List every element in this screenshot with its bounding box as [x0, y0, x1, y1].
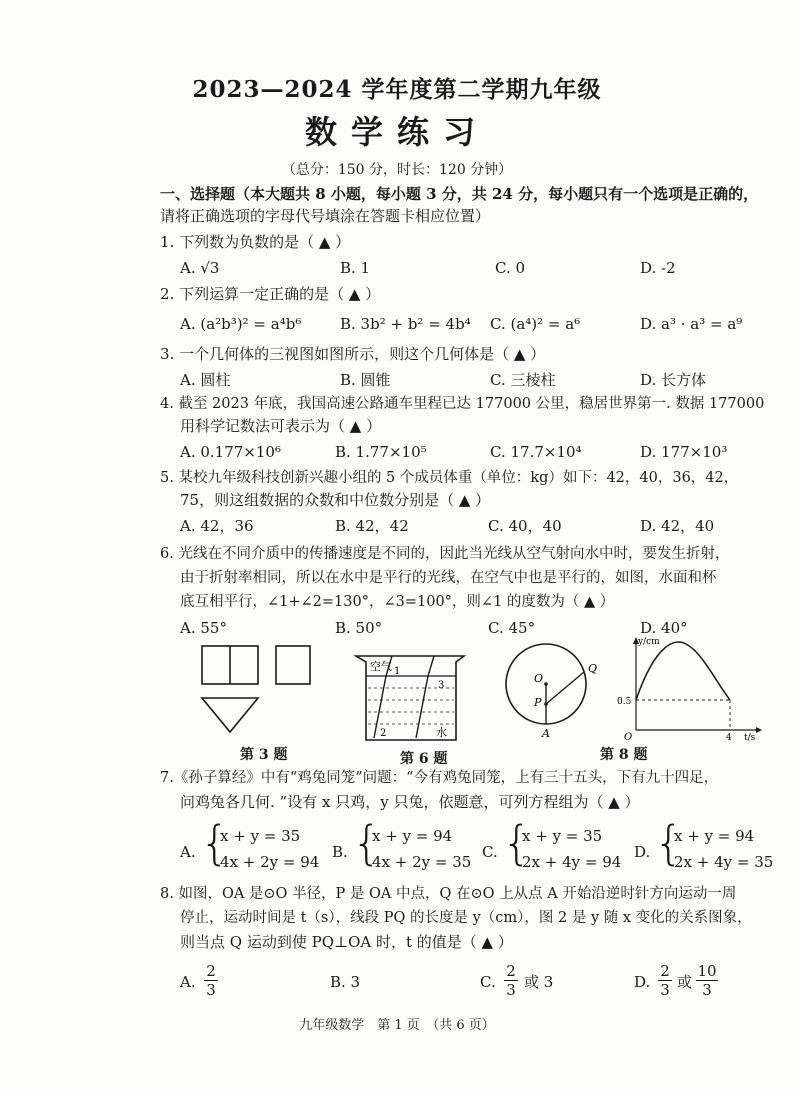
fraction-numerator: 2	[206, 962, 216, 980]
brace-d: {	[654, 816, 684, 870]
question-8-d-or: 或	[677, 973, 693, 991]
question-4-option-b: B. 1.77×10⁵	[335, 443, 427, 461]
question-7-b-eq1: x + y = 94	[372, 827, 453, 845]
section-heading: 一、选择题（本大题共 8 小题，每小题 3 分，共 24 分，每小题只有一个选项是正确的，	[160, 185, 759, 203]
question-8-stem-cont2: 则当点 Q 运动到使 PQ⊥OA 时，t 的值是（ ▲ ）	[180, 933, 513, 951]
question-7-option-c-letter: C.	[482, 843, 498, 861]
angle-1-label: 1	[394, 666, 401, 677]
question-1-stem: 1. 下列数为负数的是（ ▲ ）	[160, 233, 351, 251]
x-axis-label: t/s	[744, 733, 756, 742]
question-1-option-b: B. 1	[340, 259, 371, 277]
top-view	[202, 698, 258, 732]
angle-2-label: 2	[380, 728, 387, 739]
point-o	[544, 682, 548, 686]
question-8-c-suffix: 或 3	[524, 973, 554, 991]
label-p: P	[534, 696, 542, 709]
question-6-stem-cont2: 底互相平行，∠1+∠2=130°，∠3=100°，则∠1 的度数为（ ▲ ）	[180, 594, 615, 610]
question-1-option-d: D. -2	[640, 259, 676, 277]
label-water: 水	[436, 726, 447, 739]
question-6-option-b: B. 50°	[335, 619, 383, 637]
question-7-c-eq2: 2x + 4y = 94	[522, 853, 622, 871]
side-view	[276, 646, 310, 684]
question-8-c-fraction	[504, 962, 518, 999]
fraction-denominator: 3	[696, 980, 718, 999]
question-5-option-c: C. 40，40	[488, 517, 562, 535]
figure-8-circle	[500, 634, 610, 740]
figure-3-caption: 第 3 题	[240, 747, 288, 763]
question-6-stem: 6. 光线在不同介质中的传播速度是不同的，因此当光线从空气射向水中时，要发生折射，	[160, 546, 730, 562]
question-7-c-eq1: x + y = 35	[522, 827, 603, 845]
question-8-option-b: B. 3	[330, 973, 361, 991]
question-1-option-c: C. 0	[495, 259, 526, 277]
x-tick-label: 4	[726, 733, 732, 742]
question-7-stem: 7.《孙子算经》中有“鸡兔同笼”问题：“今有鸡兔同笼，上有三十五头，下有九十四足，	[160, 770, 719, 786]
segment-pq	[546, 672, 584, 704]
question-8-d-fraction-1	[658, 962, 672, 999]
question-8-option-d-letter: D.	[634, 973, 651, 991]
fraction-numerator: 2	[506, 962, 516, 980]
question-7-option-a-letter: A.	[180, 843, 196, 861]
label-o: O	[534, 672, 544, 685]
question-3-option-a: A. 圆柱	[180, 371, 231, 389]
figure-8-graph	[616, 632, 766, 742]
question-4-option-c: C. 17.7×10⁴	[490, 443, 582, 461]
question-5-option-b: B. 42，42	[335, 517, 409, 535]
question-7-option-b-letter: B.	[332, 843, 348, 861]
question-3-option-c: C. 三棱柱	[490, 371, 556, 389]
figure-3-three-views	[196, 640, 326, 740]
brace-b: {	[352, 816, 382, 870]
page-footer: 九年级数学 第 1 页 （共 6 页）	[299, 1018, 495, 1033]
question-8-d-fraction-2	[696, 962, 718, 999]
question-6-option-a: A. 55°	[180, 619, 227, 637]
section-heading-cont: 请将正确选项的字母代号填涂在答题卡相应位置）	[160, 207, 491, 225]
question-6-stem-cont: 由于折射率相同，所以在水中是平行的光线，在空气中也是平行的，如图，水面和杯	[180, 570, 717, 586]
question-7-stem-cont: 问鸡兔各几何. ”设有 x 只鸡，y 只兔，依题意，可列方程组为（ ▲ ）	[180, 793, 640, 811]
question-6-option-c: C. 45°	[488, 619, 536, 637]
question-6-option-d: D. 40°	[640, 619, 688, 637]
brace-c: {	[502, 816, 532, 870]
fraction-numerator: 2	[660, 962, 670, 980]
question-7-option-d-letter: D.	[634, 843, 651, 861]
question-5-stem: 5. 某校九年级科技创新兴趣小组的 5 个成员体重（单位：kg）如下：42，40，36，42，	[160, 470, 739, 486]
question-1-option-a: A. √3	[180, 259, 220, 277]
question-3-option-d: D. 长方体	[640, 371, 707, 389]
brace-a: {	[200, 816, 230, 870]
question-5-option-a: A. 42，36	[180, 517, 254, 535]
label-q: Q	[588, 662, 598, 675]
question-5-stem-cont: 75，则这组数据的众数和中位数分别是（ ▲ ）	[180, 491, 491, 509]
label-air: 空气	[370, 660, 392, 673]
y-tick-label: 0.5	[617, 697, 632, 707]
question-2-stem: 2. 下列运算一定正确的是（ ▲ ）	[160, 285, 381, 303]
question-3-stem: 3. 一个几何体的三视图如图所示，则这个几何体是（ ▲ ）	[160, 345, 546, 363]
question-3-option-b: B. 圆锥	[340, 371, 391, 389]
graph-curve	[636, 642, 730, 700]
origin-label: O	[624, 732, 633, 742]
label-a: A	[542, 727, 550, 740]
question-4-option-d: D. 177×10³	[640, 443, 728, 461]
exam-title-line1: 2023—2024 学年度第二学期九年级	[192, 76, 602, 103]
question-8-stem-cont: 停止，运动时间是 t（s），线段 PQ 的长度是 y（cm），图 2 是 y 随 x 变化的关系图象，	[180, 910, 752, 926]
question-4-option-a: A. 0.177×10⁶	[180, 443, 281, 461]
fraction-denominator: 3	[504, 980, 518, 999]
question-8-option-c-letter: C.	[480, 973, 496, 991]
question-5-option-d: D. 42，40	[640, 517, 715, 535]
question-7-a-eq2: 4x + 2y = 94	[220, 853, 320, 871]
question-7-a-eq1: x + y = 35	[220, 827, 301, 845]
angle-3-label: 3	[438, 680, 445, 691]
figure-6-caption: 第 6 题	[400, 751, 448, 767]
figure-8-caption: 第 8 题	[600, 747, 648, 763]
question-7-b-eq2: 4x + 2y = 35	[372, 853, 472, 871]
question-8-stem: 8. 如图，OA 是⊙O 半径，P 是 OA 中点，Q 在⊙O 上从点 A 开始沿逆时针方向运动一周	[160, 886, 737, 902]
question-4-stem: 4. 截至 2023 年底，我国高速公路通车里程已达 177000 公里，稳居世界第一. 数据 177000	[160, 396, 765, 412]
question-4-stem-cont: 用科学记数法可表示为（ ▲ ）	[180, 417, 382, 435]
fraction-numerator: 10	[697, 962, 717, 980]
light-ray-2	[416, 656, 434, 738]
question-2-option-c: C. (a⁴)² = a⁶	[490, 315, 581, 333]
question-8-option-a-letter: A.	[180, 973, 196, 991]
question-7-d-eq1: x + y = 94	[674, 827, 755, 845]
exam-subtitle: （总分：150 分，时长：120 分钟）	[281, 162, 513, 178]
question-2-option-b: B. 3b² + b² = 4b⁴	[340, 315, 471, 333]
exam-title: 数学练习	[304, 113, 489, 151]
x-axis-arrow	[756, 727, 762, 733]
fraction-denominator: 3	[658, 980, 672, 999]
fraction-denominator: 3	[204, 980, 218, 999]
question-2-option-a: A. (a²b³)² = a⁴b⁶	[180, 315, 302, 333]
question-8-a-fraction	[204, 962, 218, 999]
figure-6-beaker	[352, 650, 470, 748]
point-p	[544, 702, 548, 706]
question-7-d-eq2: 2x + 4y = 35	[674, 853, 774, 871]
y-axis-label: y/cm	[638, 637, 660, 647]
question-2-option-d: D. a³ · a³ = a⁹	[640, 315, 743, 333]
